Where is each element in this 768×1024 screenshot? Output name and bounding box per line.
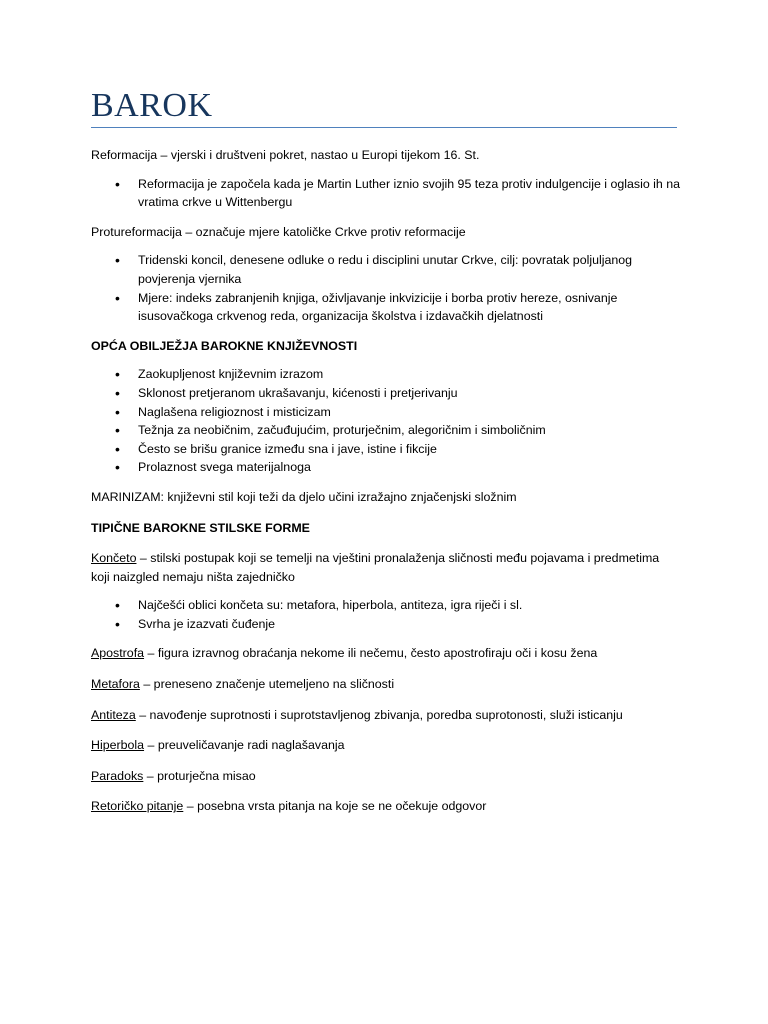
protureformacija-list <box>91 251 681 325</box>
definition-term: Paradoks <box>91 768 144 783</box>
list-item: • Težnja za neobičnim, začuđujućim, proturječnim, alegoričnim i simboličnim <box>138 421 681 440</box>
list-item: • Mjere: indeks zabranjenih knjiga, oživljavanje inkvizicije i borba protiv hereze, osnivanje isusovačkoga crkvenog reda, organizacija školstva i izdavačkih djelatnosti <box>138 289 681 326</box>
reformacija-list <box>91 175 681 212</box>
definition-antiteza <box>91 706 681 725</box>
title-underline-rule <box>91 127 677 128</box>
list-item: • Prolaznost svega materijalnoga <box>138 458 681 477</box>
definition-term: Končeto <box>91 551 137 566</box>
definition-term: Antiteza <box>91 707 136 722</box>
definition-text: – proturječna misao <box>143 768 256 783</box>
list-item: • Naglašena religioznost i misticizam <box>138 403 681 422</box>
definition-term: Hiperbola <box>91 738 145 753</box>
features-list <box>91 365 681 477</box>
paragraph-marinizam: MARINIZAM: književni stil koji teži da djelo učini izražajno znjačenjski složnim <box>91 489 517 504</box>
definition-text: – posebna vrsta pitanja na koje se ne očekuje odgovor <box>183 799 487 814</box>
list-item: • Svrha je izazvati čuđenje <box>138 615 681 634</box>
definition-retoricko-pitanje <box>91 797 681 816</box>
definition-term: Metafora <box>91 677 140 692</box>
list-item: • Najčešći oblici končeta su: metafora, hiperbola, antiteza, igra riječi i sl. <box>138 596 681 615</box>
document-title: BAROK <box>91 87 213 124</box>
definition-term: Apostrofa <box>91 646 145 661</box>
definition-konceto <box>91 549 681 586</box>
konceto-list <box>91 596 681 633</box>
paragraph-protureformacija: Protureformacija – označuje mjere katoličke Crkve protiv reformacije <box>91 224 466 239</box>
definition-apostrofa <box>91 644 681 663</box>
definition-text: – stilski postupak koji se temelji na vještini pronalaženja sličnosti među pojavama i predmetima koji naizgled nemaju ništa zajedničko <box>91 551 660 584</box>
definition-term: Retoričko pitanje <box>91 799 184 814</box>
definition-metafora <box>91 675 681 694</box>
definition-text: – preuveličavanje radi naglašavanja <box>144 738 345 753</box>
heading-opca-obiljezja: OPĆA OBILJEŽJA BAROKNE KNJIŽEVNOSTI <box>91 338 358 353</box>
definition-text: – preneseno značenje utemeljeno na sličnosti <box>139 677 395 692</box>
definition-text: – navođenje suprotnosti i suprotstavljenog zbivanja, poredba suprotonosti, služi isticanju <box>135 707 623 722</box>
document-body <box>91 146 681 828</box>
list-item: • Tridenski koncil, denesene odluke o redu i disciplini unutar Crkve, cilj: povratak poljuljanog povjerenja vjernika <box>138 251 681 288</box>
definition-paradoks <box>91 767 681 786</box>
list-item: • Reformacija je započela kada je Martin Luther iznio svojih 95 teza protiv indulgencije i oglasio ih na vratima crkve u Wittenbergu <box>138 175 681 212</box>
heading-stilske-forme: TIPIČNE BAROKNE STILSKE FORME <box>91 520 310 535</box>
list-item: • Sklonost pretjeranom ukrašavanju, kićenosti i pretjerivanju <box>138 384 681 403</box>
list-item: • Zaokupljenost književnim izrazom <box>138 365 681 384</box>
definition-hiperbola <box>91 736 681 755</box>
definition-text: – figura izravnog obraćanja nekome ili nečemu, često apostrofiraju oči i kosu žena <box>144 646 598 661</box>
list-item: • Često se brišu granice između sna i jave, istine i fikcije <box>138 440 681 459</box>
paragraph-reformacija: Reformacija – vjerski i društveni pokret, nastao u Europi tijekom 16. St. <box>91 148 480 162</box>
